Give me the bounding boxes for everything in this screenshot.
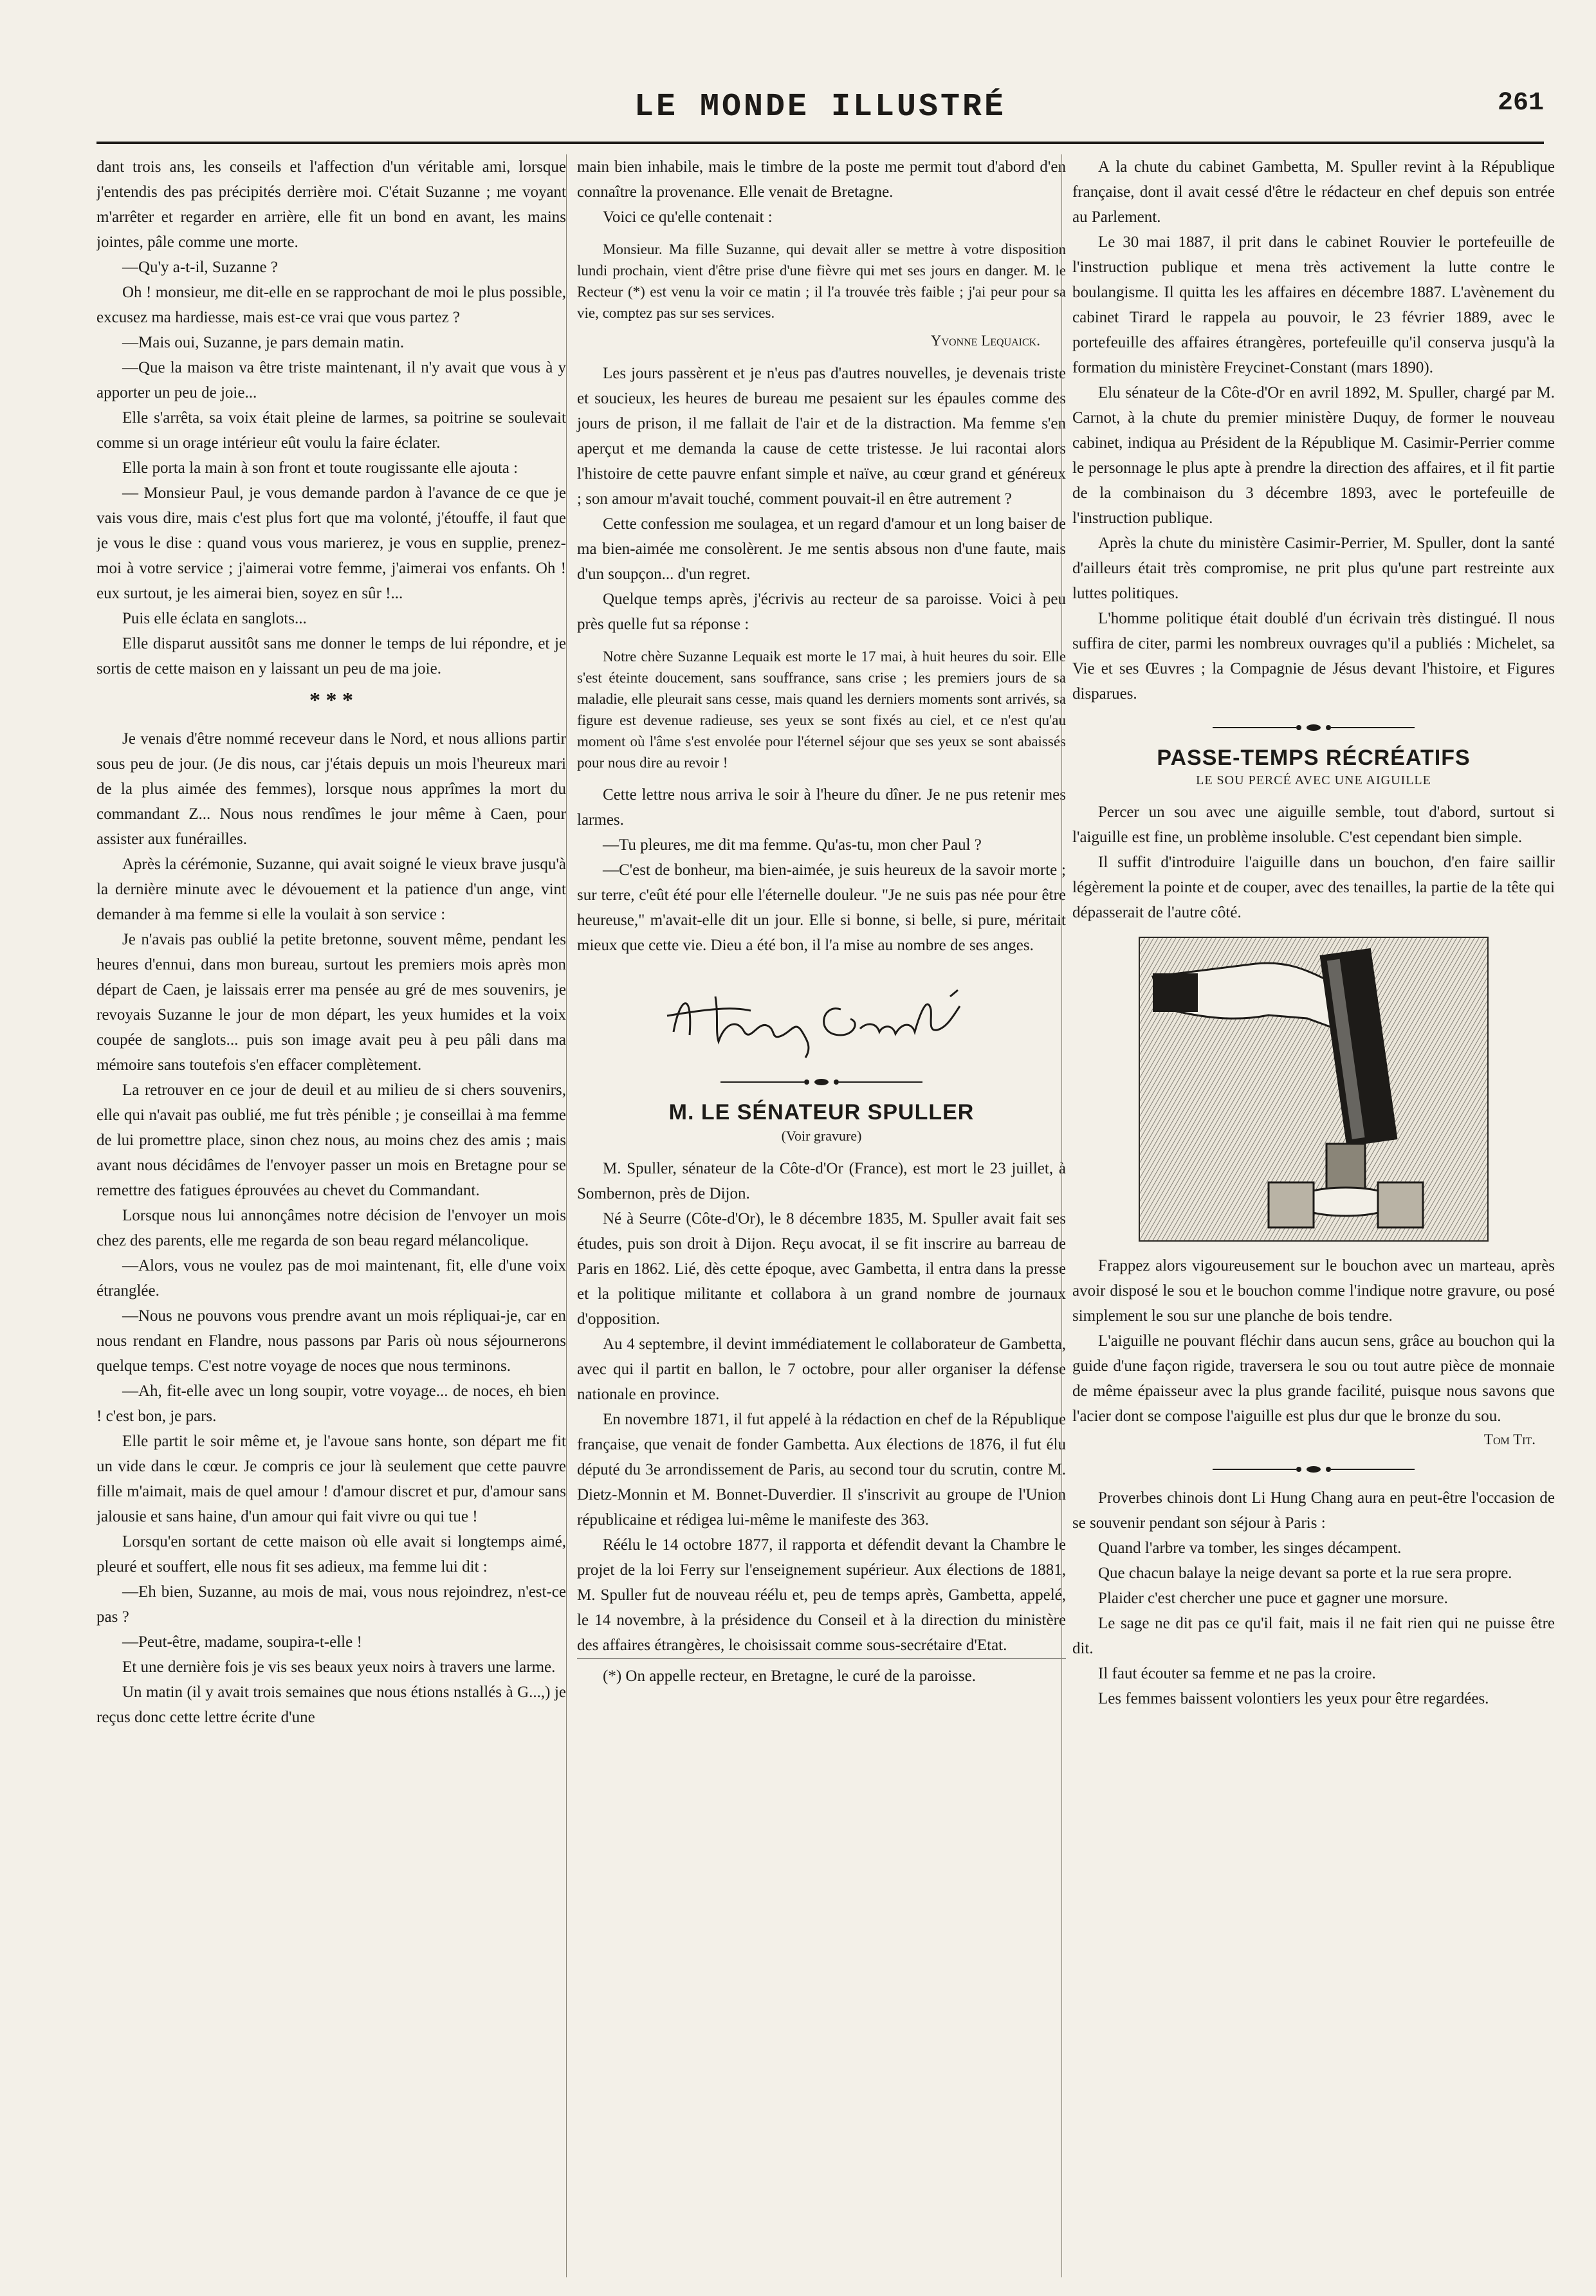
masthead	[96, 84, 1544, 144]
paragraph: Elle disparut aussitôt sans me donner le temps de lui répondre, et je sortis de cette maison en y laissant un peu de ma joie.	[96, 635, 566, 677]
paragraph: Au 4 septembre, il devint immédiatement le collaborateur de Gambetta, avec qui il partit en ballon, le 7 octobre, pour aller organiser la défense nationale en province.	[577, 1336, 1066, 1403]
paragraph: Elu sénateur de la Côte-d'Or en avril 1892, M. Spuller, chargé par M. Carnot, à la chute du premier ministère Duquy, de former le nouveau cabinet, indiqua au Président de la République M. Casimir-Perrier comme le personnage le plus apte à prendre la direction des affaires, et il fit partie de la combinaison du 3 décembre 1893, avec le portefeuille de l'instruction publique.	[1072, 384, 1555, 527]
paragraph: Voici ce qu'elle contenait :	[603, 208, 773, 226]
column-1	[96, 154, 566, 2277]
article-subheading: (Voir gravure)	[781, 1128, 862, 1144]
proverb: Il faut écouter sa femme et ne pas la croire.	[1098, 1665, 1376, 1682]
proverb: Quand l'arbre va tomber, les singes décampent.	[1098, 1539, 1402, 1557]
paragraph: L'homme politique était doublé d'un écrivain très distingué. Il nous suffira de citer, parmi les nombreux ouvrages qu'il a publiés : Michelet, sa Vie et ses Œuvres ; la Compagnie de Jésus devant l'histoire, et Figures disparues.	[1072, 610, 1555, 703]
paragraph: main bien inhabile, mais le timbre de la poste me permit tout d'abord d'en connaître la provenance. Elle venait de Bretagne.	[577, 158, 1066, 201]
letter-signature: Yvonne Lequaick.	[930, 333, 1040, 349]
paragraph: —Eh bien, Suzanne, au mois de mai, vous nous rejoindrez, n'est-ce pas ?	[96, 1583, 566, 1626]
footnote: (*) On appelle recteur, en Bretagne, le curé de la paroisse.	[577, 1658, 1066, 1689]
paragraph: Cette lettre nous arriva le soir à l'heure du dîner. Je ne pus retenir mes larmes.	[577, 786, 1066, 829]
paragraph: L'aiguille ne pouvant fléchir dans aucun sens, grâce au bouchon qui la guide d'une façon rigide, traversera le sou ou tout autre pièce de monnaie de même épaisseur avec la plus grande facilité, puisque nous savons que l'acier dont se compose l'aiguille est plus dur que le bronze du sou.	[1072, 1332, 1555, 1425]
paragraph: Après la cérémonie, Suzanne, qui avait soigné le vieux brave jusqu'à la dernière minute avec le dévouement et la patience d'un ange, vint demander à ma femme si elle la voulait à son service :	[96, 856, 566, 923]
paragraph: Puis elle éclata en sanglots...	[122, 610, 307, 627]
article-heading-spuller: M. LE SÉNATEUR SPULLER	[668, 1100, 975, 1125]
paragraph: Le 30 mai 1887, il prit dans le cabinet Rouvier le portefeuille de l'instruction publique et mena très activement la lutte contre le boulangisme. Il quitta les les affaires en décembre 1887. L'avènement du cabinet Tirard le rappela au pouvoir, le 23 février 1889, avec le portefeuille des affaires étrangères, portefeuille qu'il conserva jusqu'à la formation du ministère Freycinet-Constant (mars 1890).	[1072, 234, 1555, 376]
paragraph: —Nous ne pouvons vous prendre avant un mois répliquai-je, car en nous rendant en Flandre, nous passons par Paris où nous séjournerons quelque temps. C'est notre voyage de noces que nous terminons.	[96, 1307, 566, 1375]
paragraph: —C'est de bonheur, ma bien-aimée, je suis heureux de la savoir morte ; sur terre, c'eût été pour elle l'éternelle douleur. "Je ne suis pas née pour être heureuse," m'avait-elle dit un jour. Elle si bonne, si belle, si pure, méritait mieux que cette vie. Dieu a été bon, il l'a mise au nombre de ses anges.	[577, 861, 1066, 954]
paragraph: —Peut-être, madame, soupira-t-elle !	[122, 1633, 362, 1651]
proverb: Proverbes chinois dont Li Hung Chang aura en peut-être l'occasion de se souvenir pendant son séjour à Paris :	[1072, 1489, 1555, 1532]
paragraph: Frappez alors vigoureusement sur le bouchon avec un marteau, après avoir disposé le sou et le bouchon comme l'indique notre gravure, ou posé simplement le sou sur une planche de bois tendre.	[1072, 1257, 1555, 1325]
paragraph: M. Spuller, sénateur de la Côte-d'Or (France), est mort le 23 juillet, à Sombernon, près de Dijon.	[577, 1160, 1066, 1202]
paragraph: Cette confession me soulagea, et un regard d'amour et un long baiser de ma bien-aimée me consolèrent. Je me sentis absous non d'une faute, mais d'un soupçon... d'un regret.	[577, 515, 1066, 583]
proverb: Le sage ne dit pas ce qu'il fait, mais il ne fait rien qui ne puisse être dit.	[1072, 1615, 1555, 1657]
column-3	[1061, 154, 1555, 2277]
paragraph: —Que la maison va être triste maintenant, il n'y avait que vous à y apporter un peu de joie...	[96, 359, 566, 401]
column-2	[566, 154, 1066, 2277]
paragraph: Lorsqu'en sortant de cette maison où elle avait si longtemps aimé, pleuré et souffert, elle nous fit ses adieux, ma femme lui dit :	[96, 1533, 566, 1575]
paragraph: Il suffit d'introduire l'aiguille dans un bouchon, d'en faire saillir légèrement la pointe et de couper, avec des tenailles, la partie de la tête qui dépasserait de l'autre côté.	[1072, 854, 1555, 921]
paragraph: La retrouver en ce jour de deuil et au milieu de si chers souvenirs, elle qui n'avait pas oublié, me fut très pénible ; je conseillai à ma femme de lui promettre place, sinon chez nous, au moins chez des amis ; mais avant nous décidâmes de l'envoyer passer un mois en Bretagne pour se remettre des fatigues éprouvées au chevet du Commandant.	[96, 1081, 566, 1199]
paragraph: Après la chute du ministère Casimir-Perrier, M. Spuller, dont la santé d'ailleurs était très compromise, ne prit plus qu'une part restreinte aux luttes politiques.	[1072, 535, 1555, 602]
paragraph: Quelque temps après, j'écrivis au recteur de sa paroisse. Voici à peu près quelle fut sa réponse :	[577, 591, 1066, 633]
paragraph: Réélu le 14 octobre 1877, il rapporta et défendit devant la Chambre le projet de la loi Ferry sur l'enseignement supérieur. Aux élections de 1881, M. Spuller fut de nouveau réélu et, peu de temps après, Gambetta, appelé, le 14 novembre, à la présidence du Conseil et à la direction du ministère des affaires étrangères, le choisissait comme sous-secrétaire d'Etat.	[577, 1536, 1066, 1654]
quoted-letter-rector	[577, 646, 1066, 773]
ornament-divider	[1072, 724, 1555, 731]
paragraph: A la chute du cabinet Gambetta, M. Spuller revint à la République française, dont il avait cessé d'être le rédacteur en chef depuis son entrée au Parlement.	[1072, 158, 1555, 226]
letter-text: Monsieur. Ma fille Suzanne, qui devait aller se mettre à votre disposition lundi prochain, vient d'être prise d'une fièvre qui met ses jours en danger. M. le Recteur (*) est venu la voir ce matin ; il l'a trouvée très faible ; j'ai peur pour sa vie, comptez pas sur ses services.	[577, 241, 1066, 321]
paragraph: Elle porta la main à son front et toute rougissante elle ajouta :	[122, 459, 518, 477]
letter-text: Notre chère Suzanne Lequaik est morte le 17 mai, à huit heures du soir. Elle s'est éteinte doucement, sans souffrance, sans crise ; les premiers jours de sa maladie, elle pleurait sans cesse, mais quand les derniers moments sont arrivés, sa figure est devenue radieuse, ses yeux se sont fixés au ciel, et ce n'est qu'au moment où l'âme s'est envolée pour l'éternel séjour que ses yeux se sont abaissés pour nous dire au revoir !	[577, 648, 1066, 771]
proverb: Les femmes baissent volontiers les yeux pour être regardées.	[1098, 1690, 1489, 1707]
paragraph: —Qu'y a-t-il, Suzanne ?	[122, 259, 278, 276]
paragraph: Oh ! monsieur, me dit-elle en se rapprochant de moi le plus possible, excusez ma hardiesse, mais est-ce vrai que vous partez ?	[96, 284, 566, 326]
paragraph: Un matin (il y avait trois semaines que nous étions nstallés à G...,) je reçus donc cette lettre écrite d'une	[96, 1684, 566, 1726]
paragraph: Elle s'arrêta, sa voix était pleine de larmes, sa poitrine se soulevait comme si un orage intérieur eût voulu la faire éclater.	[96, 409, 566, 452]
paragraph: Né à Seurre (Côte-d'Or), le 8 décembre 1835, M. Spuller avait fait ses études, puis son droit à Dijon. Reçu avocat, il se fit inscrire au barreau de Paris en 1862. Lié, dès cette époque, avec Gambetta, il entra dans la presse et la politique militante et collabora à un grand nombre de journaux d'opposition.	[577, 1210, 1066, 1328]
paragraph: Je venais d'être nommé receveur dans le Nord, et nous allions partir sous peu de jour. (Je dis nous, car j'étais depuis un mois l'heureux mari de la plus aimée des femmes), lorsque nous apprîmes la mort du commandant Z... Nous nous rendîmes le jour même à Caen, pour assister aux funérailles.	[96, 730, 566, 848]
article-heading-passetemps: PASSE-TEMPS RÉCRÉATIFS	[1157, 746, 1471, 770]
ornament-divider	[577, 1079, 1066, 1085]
paragraph: —Alors, vous ne voulez pas de moi maintenant, fit, elle d'une voix étranglée.	[96, 1257, 566, 1300]
paragraph: Et une dernière fois je vis ses beaux yeux noirs à travers une larme.	[122, 1658, 556, 1676]
quoted-letter-mother	[577, 239, 1066, 324]
paragraph: En novembre 1871, il fut appelé à la rédaction en chef de la République française, que venait de fonder Gambetta. Aux élections de 1876, il fut élu député du 3e arrondissement de Paris, au second tour du scrutin, contre M. Dietz-Monnin et M. Bonnet-Duverdier. Il s'inscrivit au groupe de l'Union républicaine et rédigea lui-même le manifeste des 363.	[577, 1411, 1066, 1529]
paragraph: Elle partit le soir même et, je l'avoue sans honte, son départ me fit un vide dans le cœur. Je compris ce jour là seulement que cette pauvre fille m'aimait, mais de quel amour ! d'amour discret et pur, d'amour sans jalousie et sans haine, d'un amour qui fait vivre ou qui tue !	[96, 1433, 566, 1525]
paragraph: Les jours passèrent et je n'eus pas d'autres nouvelles, je devenais triste et soucieux, les heures de bureau me pesaient sur les épaules comme des jours de prison, il me fallait de l'air et de la distraction. Ma femme s'en aperçut et me demanda la cause de cette tristesse. Je lui racontai alors l'histoire de cette pauvre enfant simple et naïve, au cœur grand et généreux ; son amour m'avait touché, comment pouvait-il en être autrement ?	[577, 365, 1066, 508]
engraving-hand-hammer-coin	[1139, 937, 1489, 1242]
paragraph: Percer un sou avec une aiguille semble, tout d'abord, surtout si l'aiguille est fine, un problème insoluble. C'est cependant bien simple.	[1072, 804, 1555, 846]
page-number: 261	[1497, 89, 1544, 118]
article-subheading: LE SOU PERCÉ AVEC UNE AIGUILLE	[1196, 773, 1431, 787]
paragraph: —Mais oui, Suzanne, je pars demain matin.	[122, 334, 405, 351]
section-separator-stars: * * *	[309, 688, 353, 712]
paragraph: — Monsieur Paul, je vous demande pardon à l'avance de ce que je vais vous dire, mais c'est plus fort que ma volonté, j'étouffe, il faut que je vous le dise : quand vous vous marierez, je vous en supplie, prenez-moi à votre service ; j'aimerai votre femme, j'aimerai vos enfants. Oh ! eux surtout, je les aimerai bien, soyez en sûr !...	[96, 484, 566, 602]
paragraph: dant trois ans, les conseils et l'affection d'un véritable ami, lorsque j'entendis des pas précipités derrière moi. C'était Suzanne ; me voyant m'arrêter et regarder en arrière, elle fit un bond en avant, les mains jointes, pâle comme une morte.	[96, 158, 566, 251]
paragraph: —Tu pleures, me dit ma femme. Qu'as-tu, mon cher Paul ?	[603, 836, 982, 854]
paragraph: Lorsque nous lui annonçâmes notre décision de l'envoyer un mois chez des parents, elle me regarda de son beau regard mélancolique.	[96, 1207, 566, 1249]
proverb: Plaider c'est chercher une puce et gagner une morsure.	[1098, 1590, 1448, 1607]
paragraph: —Ah, fit-elle avec un long soupir, votre voyage... de noces, eh bien ! c'est bon, je pars.	[96, 1382, 566, 1425]
handwritten-signature	[654, 971, 989, 1061]
ornament-divider	[1072, 1466, 1555, 1473]
newspaper-title: LE MONDE ILLUSTRÉ	[634, 89, 1007, 125]
paragraph: Je n'avais pas oublié la petite bretonne, souvent même, pendant les heures d'ennui, dans mon bureau, surtout les premiers mois après mon départ de Caen, je laissais errer ma pensée au gré de mes souvenirs, je revoyais Suzanne le jour de mon départ, les yeux humides et la voix coupée de sanglots... puis son image avait peu à peu pâli dans ma mémoire sans toutefois s'en effacer complètement.	[96, 931, 566, 1074]
proverb: Que chacun balaye la neige devant sa porte et la rue sera propre.	[1098, 1565, 1512, 1582]
article-author: Tom Tit.	[1483, 1431, 1536, 1447]
